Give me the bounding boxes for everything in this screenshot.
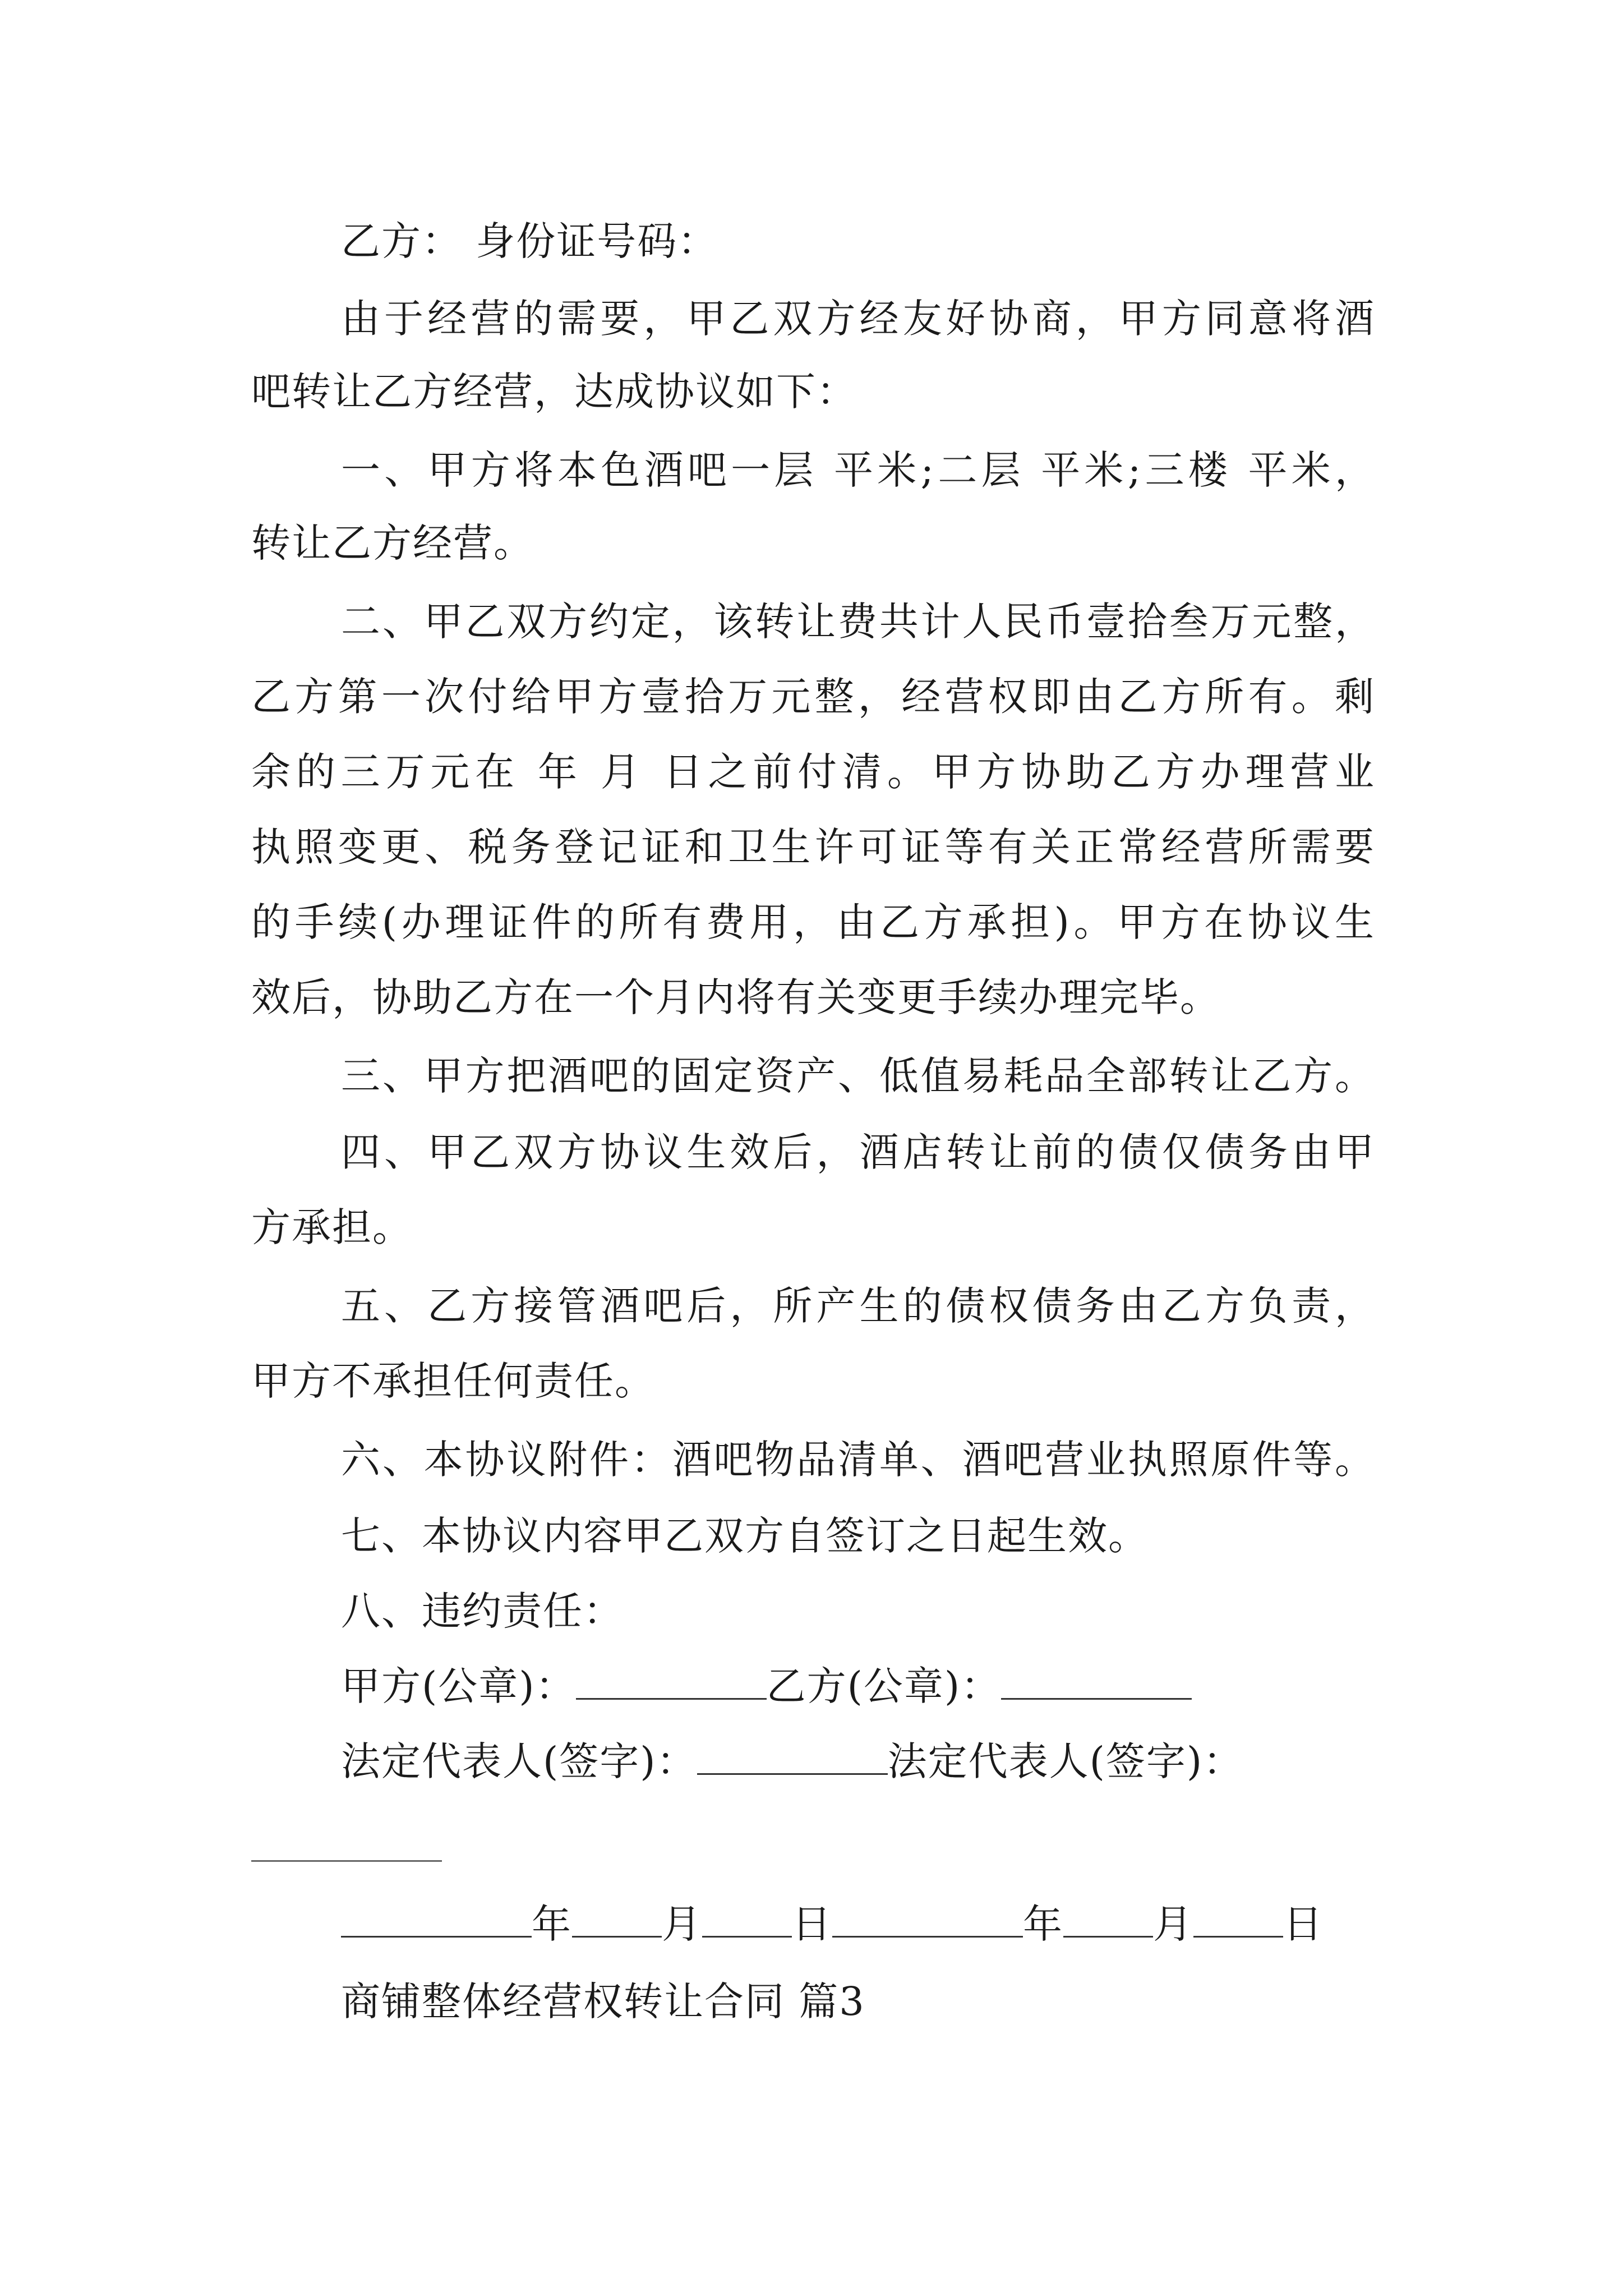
clause-2-line-5: 的手续(办理证件的所有费用，由乙方承担)。甲方在协议生 [251,899,1375,945]
clause-1-line-1: 一、甲方将本色酒吧一层 平米;二层 平米;三楼 平米， [341,447,1375,493]
month-b-blank [1063,1901,1153,1938]
clause-5-line-1: 五、乙方接管酒吧后，所产生的债权债务由乙方负责， [341,1283,1375,1329]
rep-b-label: 法定代表人(签字)： [887,1738,1244,1784]
month-a-label: 月 [662,1901,702,1947]
clause-4-line-1: 四、甲乙双方协议生效后，酒店转让前的债仅债务由甲 [341,1129,1375,1175]
rep-b-blank [251,1860,442,1862]
clause-7: 七、本协议内容甲乙双方自签订之日起生效。 [341,1513,1149,1559]
clause-2-line-2: 乙方第一次付给甲方壹拾万元整，经营权即由乙方所有。剩 [251,674,1375,720]
party-a-seal-label: 甲方(公章)： [341,1663,576,1709]
date-line [341,1896,1324,1952]
year-a-label: 年 [532,1901,572,1947]
representative-line [341,1733,1243,1789]
rep-a-label: 法定代表人(签字)： [341,1738,697,1784]
clause-4-line-2: 方承担。 [251,1204,413,1250]
preamble-line-1: 由于经营的需要，甲乙双方经友好协商，甲方同意将酒 [341,296,1375,342]
year-b-label: 年 [1023,1901,1063,1947]
preamble-line-2: 吧转让乙方经营，达成协议如下： [251,369,857,415]
clause-1-line-2: 转让乙方经营。 [251,520,534,566]
party-b-id-line: 乙方： 身份证号码： [341,218,718,264]
clause-2-line-4: 执照变更、税务登记证和卫生许可证等有关正常经营所需要 [251,824,1375,870]
day-a-label: 日 [792,1901,832,1947]
day-a-blank [702,1901,792,1938]
day-b-label: 日 [1283,1901,1324,1947]
month-b-label: 月 [1153,1901,1193,1947]
day-b-blank [1193,1901,1283,1938]
clause-2-line-3: 余的三万元在 年 月 日之前付清。甲方协助乙方办理营业 [251,749,1375,795]
party-b-seal-blank [1001,1663,1192,1700]
year-b-blank [832,1901,1023,1938]
party-a-seal-blank [576,1663,767,1700]
party-b-seal-label: 乙方(公章)： [766,1663,1002,1709]
clause-8: 八、违约责任： [341,1588,624,1634]
clause-3: 三、甲方把酒吧的固定资产、低值易耗品全部转让乙方。 [341,1053,1375,1099]
year-a-blank [341,1901,532,1938]
clause-5-line-2: 甲方不承担任何责任。 [251,1358,655,1404]
clause-2-line-6: 效后，协助乙方在一个月内将有关变更手续办理完毕。 [251,974,1220,1020]
section-heading: 商铺整体经营权转让合同 篇3 [341,1978,865,2024]
seal-line [341,1658,1192,1714]
month-a-blank [572,1901,662,1938]
clause-6: 六、本协议附件：酒吧物品清单、酒吧营业执照原件等。 [341,1437,1375,1483]
rep-a-blank [697,1738,888,1775]
clause-2-line-1: 二、甲乙双方约定，该转让费共计人民币壹拾叁万元整， [341,599,1375,645]
